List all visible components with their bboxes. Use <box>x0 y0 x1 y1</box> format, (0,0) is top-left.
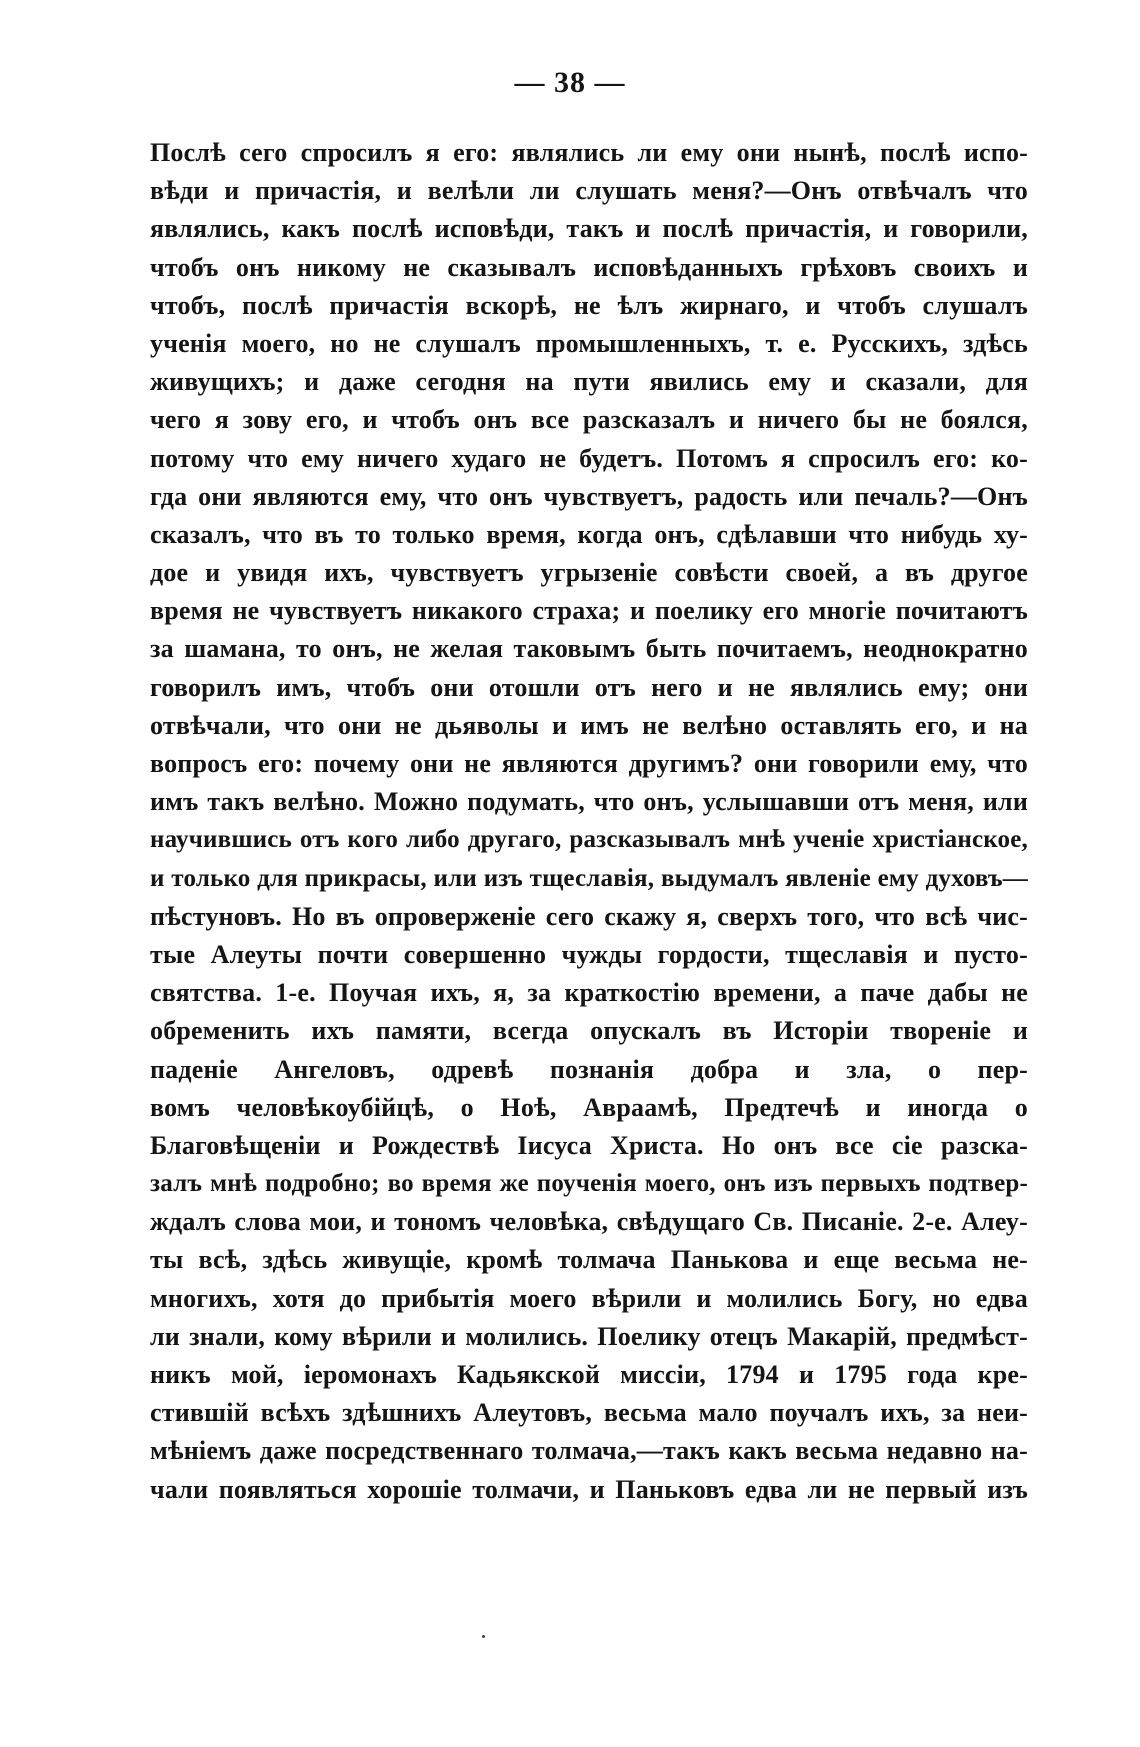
text-line: вомъ человѣкоубійцѣ, о Ноѣ, Авраамѣ, Предтечѣ и иногда о <box>150 1092 1028 1122</box>
text-line: обременить ихъ памяти, всегда опускалъ въ Исторіи твореніе и <box>150 1016 1028 1046</box>
text-line: пѣстуновъ. Но въ опроверженіе сего скажу я, сверхъ того, что всѣ чис- <box>150 901 1028 931</box>
text-line: отвѣчали, что они не дьяволы и имъ не велѣно оставлять его, и на <box>150 710 1028 740</box>
text-line: святства. 1-е. Поучая ихъ, я, за краткостію времени, а паче дабы не <box>150 978 1028 1008</box>
text-line: и только для прикрасы, или изъ тщеславія, выдумалъ явленіе ему духовъ— <box>150 864 1028 892</box>
text-line: научившись отъ кого либо другаго, разсказывалъ мнѣ ученіе христіанское, <box>150 826 1028 854</box>
text-line: являлись, какъ послѣ исповѣди, такъ и послѣ причастія, и говорили, <box>150 214 1028 244</box>
text-line: говорилъ имъ, чтобъ они отошли отъ него и не являлись ему; они <box>150 672 1028 702</box>
text-line: ждалъ слова мои, и тономъ человѣка, свѣдущаго Св. Писаніе. 2-е. Алеу- <box>150 1207 1028 1237</box>
text-line: залъ мнѣ подробно; во время же поученія моего, онъ изъ первыхъ подтвер- <box>150 1170 1028 1198</box>
text-line: чтобъ онъ никому не сказывалъ исповѣданныхъ грѣховъ своихъ и <box>150 252 1028 282</box>
text-line: ты всѣ, здѣсь живущіе, кромѣ толмача Панькова и еще весьма не- <box>150 1245 1028 1275</box>
text-line: время не чувствуетъ никакого страха; и поелику его многіе почитаютъ <box>150 596 1028 626</box>
text-line: никъ мой, іеромонахъ Кадьякской миссіи, 1794 и 1795 года кре- <box>150 1360 1028 1389</box>
text-line: тые Алеуты почти совершенно чужды гордости, тщеславія и пусто- <box>150 939 1028 969</box>
text-line: ученія моего, но не слушалъ промышленныхъ, т. е. Русскихъ, здѣсь <box>150 328 1028 358</box>
text-line: стившій всѣхъ здѣшнихъ Алеутовъ, весьма мало поучалъ ихъ, за неи- <box>150 1398 1028 1428</box>
text-line: чего я зову его, и чтобъ онъ все разсказалъ и ничего бы не боялся, <box>150 405 1028 435</box>
text-line: чали появляться хорошіе толмачи, и Паньковъ едва ли не первый изъ <box>150 1474 1028 1504</box>
print-speck <box>482 1635 485 1638</box>
text-line: вопросъ его: почему они не являются другимъ? они говорили ему, что <box>150 749 1028 778</box>
text-line: гда они являются ему, что онъ чувствуетъ, радость или печаль?—Онъ <box>150 481 1028 511</box>
text-line: Благовѣщеніи и Рождествѣ Іисуса Христа. Но онъ все сіе разска- <box>150 1130 1028 1160</box>
text-line: за шамана, то онъ, не желая таковымъ быть почитаемъ, неоднократно <box>150 634 1028 664</box>
text-line: Послѣ сего спросилъ я его: являлись ли ему они нынѣ, послѣ испо- <box>150 138 1028 167</box>
text-line: ли знали, кому вѣрили и молились. Поелику отецъ Макарій, предмѣст- <box>150 1321 1028 1351</box>
page-number: — 38 — <box>514 66 626 99</box>
text-line: сказалъ, что въ то только время, когда онъ, сдѣлавши что нибудь ху- <box>150 519 1028 549</box>
text-line: дое и увидя ихъ, чувствуетъ угрызеніе совѣсти своей, а въ другое <box>150 558 1028 588</box>
text-line: потому что ему ничего худаго не будетъ. Потомъ я спросилъ его: ко- <box>150 443 1028 473</box>
text-line: имъ такъ велѣно. Можно подумать, что онъ, услышавши отъ меня, или <box>150 787 1028 817</box>
text-line: паденіе Ангеловъ, одревѣ познанія добра и зла, о пер- <box>150 1054 1028 1084</box>
page-body-text <box>150 134 1028 1509</box>
text-line: живущихъ; и даже сегодня на пути явились ему и сказали, для <box>150 367 1028 397</box>
text-line: чтобъ, послѣ причастія вскорѣ, не ѣлъ жирнаго, и чтобъ слушалъ <box>150 290 1028 320</box>
text-line: мѣніемъ даже посредственнаго толмача,—такъ какъ весьма недавно на- <box>150 1436 1028 1466</box>
text-line: многихъ, хотя до прибытія моего вѣрили и молились Богу, но едва <box>150 1283 1028 1313</box>
text-line: вѣди и причастія, и велѣли ли слушать меня?—Онъ отвѣчалъ что <box>150 176 1028 206</box>
